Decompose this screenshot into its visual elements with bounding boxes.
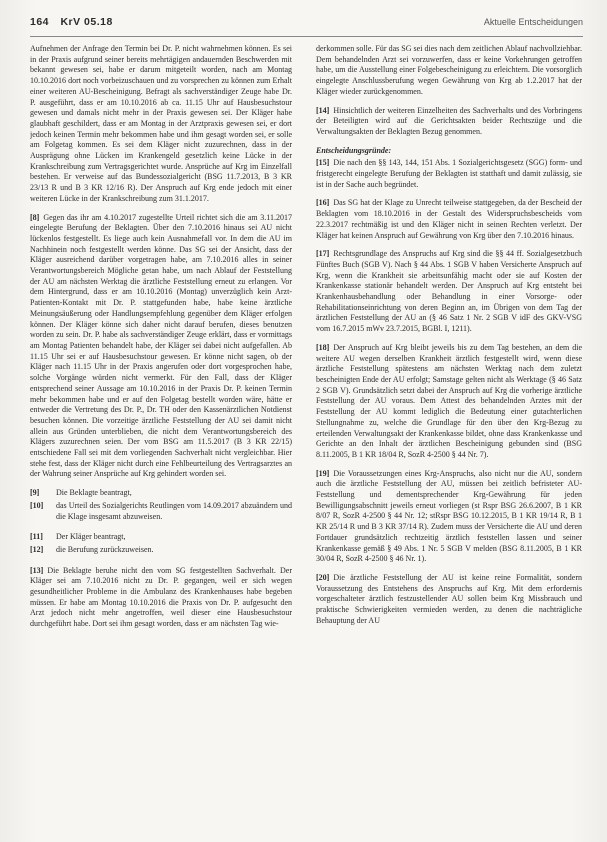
paragraph-8 bbox=[30, 213, 292, 481]
paragraph-text: das Urteil des Sozialgerichts Reutlingen vom 14.09.2017 abzuändern und die Klage insgesamt abzuweisen. bbox=[56, 500, 292, 521]
paragraph-text: die Berufung zurückzuweisen. bbox=[56, 544, 154, 554]
paragraph-number: [8] bbox=[30, 212, 40, 222]
paragraph-19 bbox=[316, 469, 582, 565]
paragraph-text: Die Beklagte beantragt, bbox=[56, 488, 132, 498]
page-header bbox=[30, 10, 583, 37]
paragraph-number: [15] bbox=[316, 158, 330, 168]
header-left bbox=[30, 16, 113, 28]
paragraph-text: Die Voraussetzungen eines Krg-Anspruchs, also nicht nur die AU, sondern auch die ärztliche Feststellung der AU, müssen bei zeitlich befristeter AU-Feststellung und dementsprechender Krg-Gewährung für jeden Bewilligungsabschnitt jeweils erneut vorliegen (st Rspr BSG 26.6.2007, B 1 KR 8/07 R, SozR 4-2500 § 44 Nr. 12; stRspr BSG 10.12.2015, B 1 KR 19/14 R, B 1 KR 25/14 R und B 3 KR 37/14 R). Zudem muss der Versicherte die AU und deren Fortdauer grundsätzlich rechtzeitig ärztlich feststellen lassen und seiner Krankenkasse gemäß § 49 Abs. 1 Nr. 5 SGB V melden (BSG 8.11.2005, B 1 KR 30/04 R, SozR 4-2500 § 46 Nr. 1). bbox=[316, 468, 582, 564]
right-column bbox=[316, 44, 582, 828]
paragraph-10 bbox=[30, 501, 292, 522]
paragraph-17 bbox=[316, 249, 582, 335]
paragraph-number: [19] bbox=[316, 468, 330, 478]
paragraph-number: [9] bbox=[30, 488, 40, 498]
paragraph-text: Gegen das ihr am 4.10.2017 zugestellte Urteil richtet sich die am 3.11.2017 eingelegte Berufung der Beklagten. Über den 7.10.2016 hinaus sei AU nicht lückenlos festgestellt. Es liege auch kein Ausnahmefall vor. In dem die AU im Nachhinein noch festgestellt werden könne. Das SG sei der Ansicht, dass der Kläger ausreichend darüber vorgetragen habe, am 7.10.2016 alles in seiner Verantwortungsbereich Mögliche getan habe, um nach Ablauf der Feststellung der AU am nächsten Werktag die ärztliche Feststellung erneut zu erlangen. Vor dem Hintergrund, dass er am 10.10.2016 (Montag) unverzüglich kein Arzt-Patienten-Kontakt mit Dr. P. stattgefunden habe, habe keine ärztliche Meinungsäußerung oder Handlungsempfehlung gegenüber dem Kläger erfolgen können. Der Kläger könne sich daher nicht darauf berufen, dieses benutzen worden zu sein. Dr. P. habe als sachverständiger Zeuge erklärt, dass er vormittags am Montag Patienten behandelt habe, der Kläger sei dabei nicht aufgefallen. Ab 11.15 Uhr sei er auf Hausbesuchstour gewesen. Er könne nicht sagen, ob der Kläger nach 11.15 Uhr in der Praxis angerufen oder dort vorgesprochen habe, solche Vorgänge würden nicht vermerkt. Für den Fall, dass der Kläger entsprechend seiner Aussage am 10.10.2016 in der Praxis Dr. P. keinen Termin mehr bekommen habe und er auf den Folgetag bestellt worden wäre, hätte er entweder die Vertretung des Dr. P., Dr. TH oder den Kassenärztlichen Notdienst besuchen können. Die vorzeitige ärztliche Feststellung der AU sei damit nicht allein aus Gründen unterblieben, die nicht dem Verantwortungsbereich des Klägers zuzurechnen seien. Der vom BSG am 11.5.2017 (B 3 KR 22/15) entschiedene Fall sei mit dem vorliegenden Sachverhalt nicht vergleichbar. Hier stehe fest, dass der Kläger nicht durch eine Fehlbeurteilung des Vertragsarztes an der Wahrung seiner Ansprüche auf Krg gehindert worden sei. bbox=[30, 212, 292, 479]
paragraph-text: Hinsichtlich der weiteren Einzelheiten des Sachverhalts und des Vorbringens der Beteiligten wird auf die Gerichtsakten beider Rechtszüge und die Verwaltungsakten der Beklagten Bezug genommen. bbox=[316, 105, 582, 136]
paragraph-number: [11] bbox=[30, 532, 43, 542]
paragraph-16 bbox=[316, 198, 582, 241]
paragraph-number: [10] bbox=[30, 500, 44, 510]
reasons-heading: Entscheidungsgründe: bbox=[316, 145, 392, 155]
paragraph-text: Der Kläger beantragt, bbox=[56, 532, 126, 542]
left-column bbox=[30, 44, 292, 828]
paragraph-number: [16] bbox=[316, 198, 330, 208]
paragraph-13 bbox=[30, 566, 292, 630]
paragraph-text: Die ärztliche Feststellung der AU ist keine reine Formalität, sondern Voraussetzung des Entstehens des Anspruchs auf Krg. Mit dem erfordernis vorgeschalteter ärztlich festzustellender AU sollen beim Krg Missbrauch und praktische Schwierigkeiten vermieden werden, zu denen die nachträgliche Behauptung der AU bbox=[316, 572, 582, 625]
paragraph-number: [14] bbox=[316, 105, 330, 115]
paragraph-number: [18] bbox=[316, 342, 330, 352]
paragraph-11 bbox=[30, 532, 292, 543]
page-number: 164 bbox=[30, 16, 50, 28]
paragraph-number: [20] bbox=[316, 572, 330, 582]
paragraph-number: [17] bbox=[316, 249, 330, 259]
paragraph-20 bbox=[316, 573, 582, 627]
paragraph-number: [13] bbox=[30, 565, 44, 575]
paragraph-15 bbox=[316, 158, 582, 190]
paragraph-text: Das SG hat der Klage zu Unrecht teilweise stattgegeben, da der Bescheid der Beklagten vom 18.10.2016 in der Gestalt des Widerspruchsbescheids vom 22.3.2017 rechtmäßig ist und den Kläger nicht in seinen Rechten verletzt. Der Kläger hat keinen Anspruch auf Gewährung von Krg über den 7.10.2016 hinaus. bbox=[316, 198, 582, 240]
section-title: Aktuelle Entscheidungen bbox=[483, 17, 583, 27]
intro-paragraph: Aufnehmen der Anfrage den Termin bei Dr. P. nicht wahrnehmen können. Es sei in der Praxis aufgrund seiner bereits mehrtägigen andauernden Beschwerden mit bekannt gewesen sei, habe er darum mitgeteilt worden, nach am Montag 10.10.2016 dort noch vorbeizuschauen und zu vorsprechen zu können zum Erhalt einer weiteren AU-Bescheinigung. Befragt als sachverständiger Zeuge habe Dr. P. ausgeführt, dass er am 10.10.2016 ab ca. 11.15 Uhr auf Hausbesuchstour gewesen und damals nicht mehr in der Praxis gewesen sei. Der Kläger habe glaubhaft geschildert, dass er am Montag in der Arztpraxis gewesen sei, er dort jedoch keinen Termin mehr bekommen habe und ihm gesagt worden sei, er solle am Folgetag kommen. Es sei dem Kläger nicht zuzurechnen, dass in der Ausprägung ohne Lücken im Krankengeld gesetzlich keine Lücke in der Krankschreibung zum Vertragsgerichtet wurde. Ansprüche auf Krg im Einzelfall bestehen. Er verweise auf das Bundessozialgericht (BSG 11.7.2013, B 3 KR 23/13 R und B 3 KR 12/16 R). Der Anspruch auf Krg ende jedoch mit einer weiteren Lücke in der Krankschreibung zum 31.1.2017. bbox=[30, 44, 292, 203]
paragraph-text: Der Anspruch auf Krg bleibt jeweils bis zu dem Tag bestehen, an dem die weitere AU wegen derselben Krankheit ärztlich festgestellt wird, wenn diese ärztliche Feststellung spätestens am nächsten Werktag nach dem zuletzt bescheinigten Ende der AU erfolgt; Samstage gelten nicht als Werktage (§ 46 Satz 2 SGB V). Grundsätzlich setzt dabei der Anspruch auf Krg die vorherige ärztliche Feststellung der AU voraus. Dem Attest des behandelnden Arztes mit der Feststellung der AU kommt lediglich die Bedeutung einer gutachterlichen Stellungnahme zu, welche die Grundlage für den über den Krg-Bezug zu erteilenden Verwaltungsakt der Krankenkasse bildet, ohne dass Krankenkasse und Gerichte an den Inhalt der ärztlichen Bescheinigung gebunden sind (BSG 8.11.2005, B 1 KR 18/04 R, SozR 4-2500 § 44 Nr. 7). bbox=[316, 342, 582, 459]
paragraph-14 bbox=[316, 106, 582, 138]
paragraph-9 bbox=[30, 488, 292, 499]
paragraph-text: Rechtsgrundlage des Anspruchs auf Krg sind die §§ 44 ff. Sozialgesetzbuch Fünftes Buch (SGB V). Nach § 44 Abs. 1 SGB V haben Versicherte Anspruch auf Krg, wenn die Krankheit sie arbeitsunfähig macht oder sie auf Kosten der Krankenkasse stationär behandelt werden. Der Anspruch auf Krg entsteht bei Krankenhausbehandlung oder Behandlung in einer Vorsorge- oder Rehabilitationseinrichtung von deren Beginn an, im Übrigen von dem Tag der ärztlichen Feststellung der AU an (§ 46 Satz 1 Nr. 2 SGB V idF des GKV-VSG vom 16.7.2015 mWv 23.7.2015, BGBl. I, 1211). bbox=[316, 249, 582, 334]
paragraph-18 bbox=[316, 343, 582, 461]
paragraph-12 bbox=[30, 545, 292, 556]
journal-name: KrV 05.18 bbox=[60, 16, 113, 28]
paragraph-text: Die nach den §§ 143, 144, 151 Abs. 1 Sozialgerichtsgesetz (SGG) form- und fristgerecht eingelegte Berufung der Beklagten ist statthaft und damit zulässig, sie ist in der Sache auch begründet. bbox=[316, 158, 582, 189]
paragraph-number: [12] bbox=[30, 544, 44, 554]
paragraph-text: Die Beklagte beruhe nicht den vom SG festgestellten Sachverhalt. Der Kläger sei am 7.10.2016 nicht zu Dr. P. gegangen, weil er sich wegen gesundheitlicher Probleme in die Ambulanz des Krankenhauses habe begeben müssen. Er habe am Montag 10.10.2016 die Praxis von Dr. P. aufgesucht den Arzt jedoch nicht mehr angetroffen, weil dieser eine Hausbesuchstour durchgeführt habe. Dort sei ihm gesagt worden, dass er am nächsten Tag wie- bbox=[30, 565, 292, 629]
continued-paragraph: derkommen solle. Für das SG sei dies nach dem zeitlichen Ablauf nachvollziehbar. Dem behandelnden Arzt sei vorzuwerfen, dass er keine Vorkehrungen getroffen habe, um die Ausstellung einer Folgebescheinigung zu erleichtern. Die vorsorglich eingelegte Anschlussberufung wegen Gewährung von Krg ab 1.2.2017 hat der Kläger wieder zurückgenommen. bbox=[316, 44, 582, 96]
